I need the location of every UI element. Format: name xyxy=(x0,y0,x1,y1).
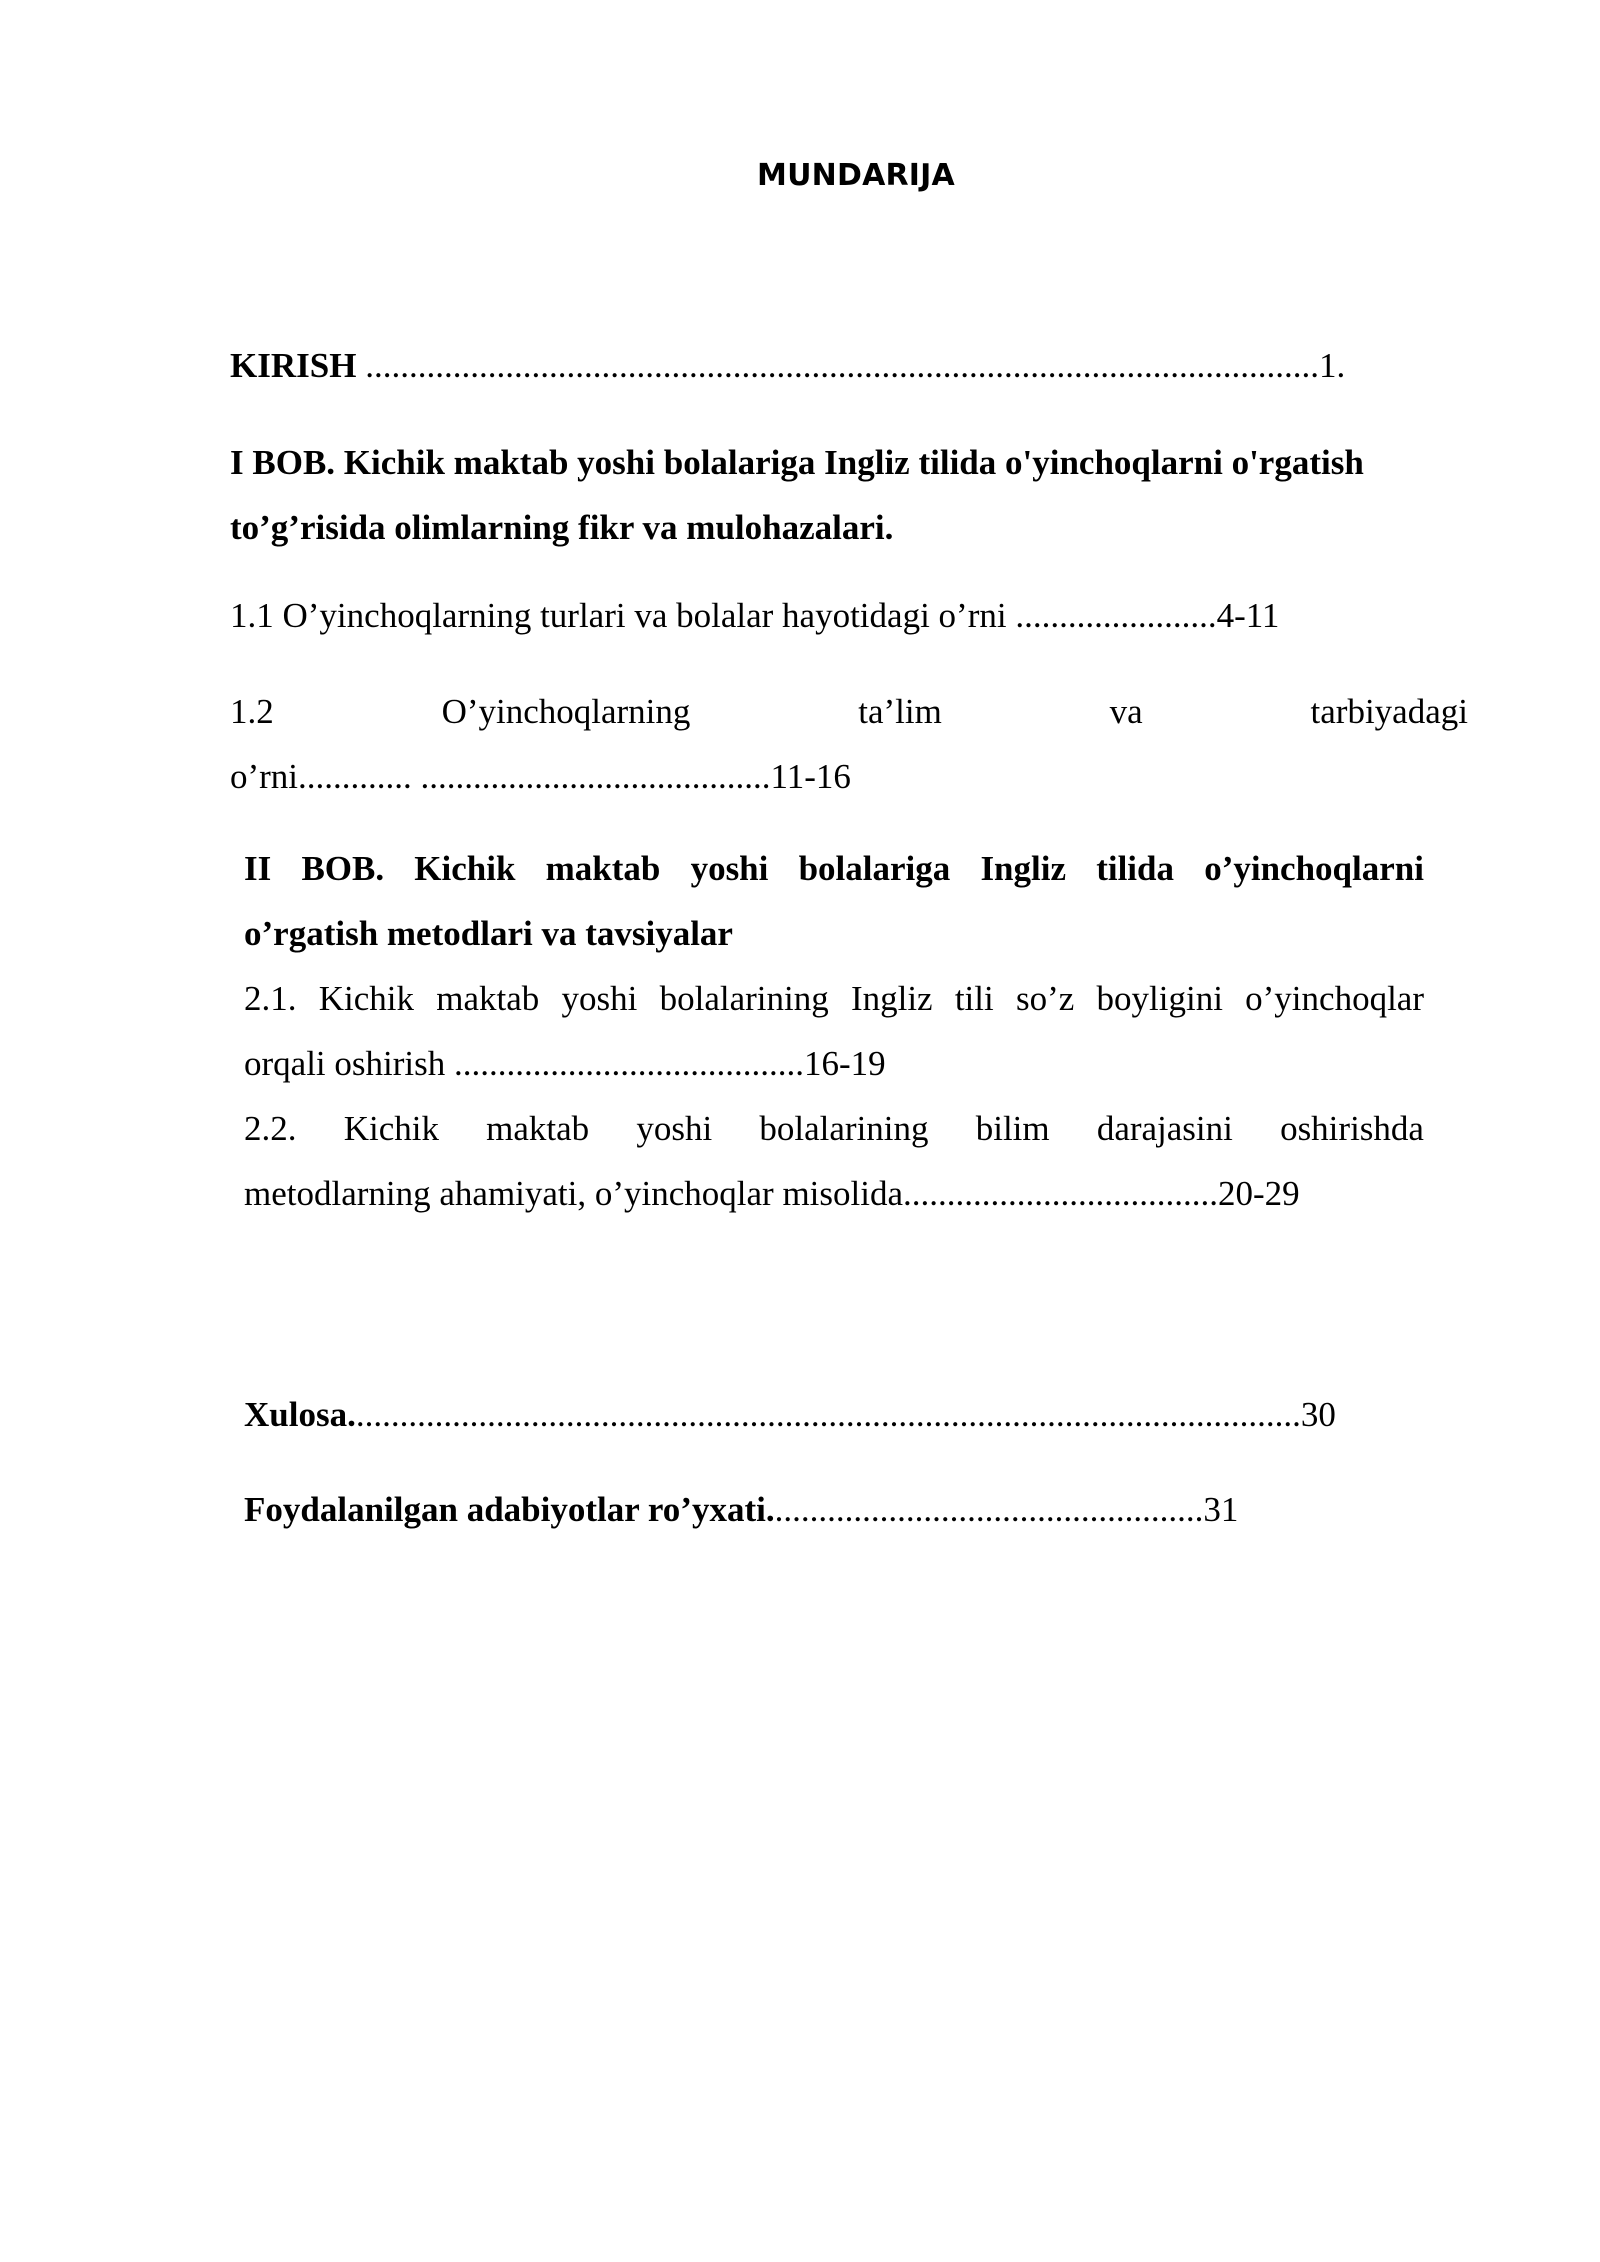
toc-word: maktab xyxy=(486,1109,590,1148)
toc-word: o’yinchoqlar xyxy=(1245,979,1424,1018)
toc-word: yoshi xyxy=(561,979,638,1018)
toc-word: II xyxy=(244,849,272,888)
toc-heading-bob1-line2: to’g’risida olimlarning fikr va mulohazalari. xyxy=(230,508,894,547)
toc-word: va xyxy=(1109,692,1143,731)
toc-word: maktab xyxy=(545,849,661,888)
toc-word: Ingliz xyxy=(980,849,1067,888)
toc-word: Kichik xyxy=(318,979,414,1018)
toc-label-adabiyotlar: Foydalanilgan adabiyotlar ro’yxati. xyxy=(244,1490,775,1529)
toc-word: BOB. xyxy=(301,849,385,888)
toc-label-xulosa: Xulosa. xyxy=(244,1395,356,1434)
toc-word: boyligini xyxy=(1096,979,1223,1018)
toc-entry-kirish xyxy=(230,346,1345,386)
toc-word: ta’lim xyxy=(858,692,942,731)
toc-word: Kichik xyxy=(414,849,516,888)
toc-leader-xulosa: ............................................................................................................30 xyxy=(355,1395,1336,1434)
toc-word: so’z xyxy=(1015,979,1075,1018)
toc-word: o’yinchoqlarni xyxy=(1204,849,1424,888)
toc-entry-1-2-line1 xyxy=(230,692,1468,732)
toc-entry-2-1-line2: orqali oshirish ........................................16-19 xyxy=(244,1044,886,1083)
toc-word: 1.2 xyxy=(230,692,274,731)
toc-word: tarbiyadagi xyxy=(1310,692,1468,731)
toc-word: bolalariga xyxy=(798,849,951,888)
toc-entry-xulosa xyxy=(244,1395,1336,1435)
toc-entry-2-1-line1 xyxy=(244,979,1424,1019)
toc-word: Ingliz xyxy=(850,979,933,1018)
toc-word: O’yinchoqlarning xyxy=(441,692,691,731)
toc-entry-1-1: 1.1 O’yinchoqlarning turlari va bolalar hayotidagi o’rni .......................4-11 xyxy=(230,596,1280,635)
toc-entry-2-2-line1 xyxy=(244,1109,1424,1149)
toc-heading-bob2-line2: o’rgatish metodlari va tavsiyalar xyxy=(244,914,733,953)
toc-word: 2.2. xyxy=(244,1109,297,1148)
toc-word: tilida xyxy=(1096,849,1174,888)
toc-word: oshirishda xyxy=(1280,1109,1424,1148)
toc-leader-kirish: .............................................................................................................1. xyxy=(356,346,1346,385)
toc-word: bilim xyxy=(975,1109,1050,1148)
toc-label-kirish: KIRISH xyxy=(230,346,357,385)
toc-heading-bob2-line1 xyxy=(244,849,1424,889)
toc-heading-bob1-line1: I BOB. Kichik maktab yoshi bolalariga Ingliz tilida o'yinchoqlarni o'rgatish xyxy=(230,443,1364,482)
toc-word: tili xyxy=(954,979,994,1018)
toc-word: bolalarining xyxy=(759,1109,929,1148)
toc-word: Kichik xyxy=(343,1109,439,1148)
toc-word: yoshi xyxy=(690,849,769,888)
toc-word: bolalarining xyxy=(659,979,829,1018)
toc-word: yoshi xyxy=(636,1109,713,1148)
toc-entry-2-2-line2: metodlarning ahamiyati, o’yinchoqlar misolida....................................20-29 xyxy=(244,1174,1300,1213)
toc-word: 2.1. xyxy=(244,979,297,1018)
toc-entry-adabiyotlar xyxy=(244,1490,1238,1530)
toc-leader-adabiyotlar: .................................................31 xyxy=(774,1490,1239,1529)
toc-word: darajasini xyxy=(1096,1109,1233,1148)
page-title: MUNDARIJA xyxy=(757,158,955,193)
toc-word: maktab xyxy=(436,979,540,1018)
toc-entry-1-2-line2: o’rni............. ........................................11-16 xyxy=(230,757,851,796)
